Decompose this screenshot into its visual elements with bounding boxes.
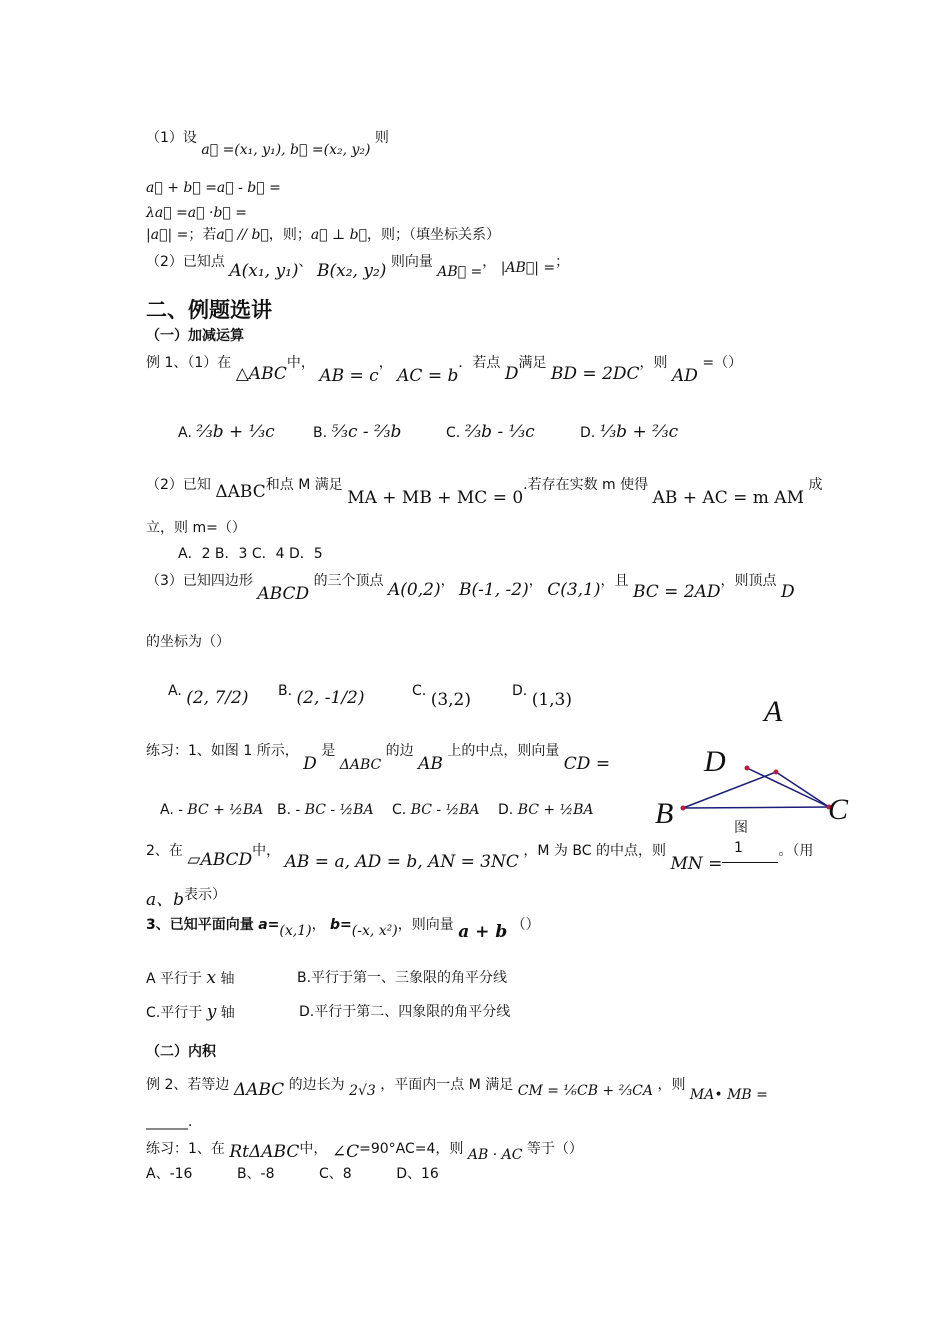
practice2-question: 练习：1、在 RtΔABC中， ∠C=90°AC=4，则 AB · AC 等于（）	[146, 1141, 583, 1163]
formula-scalar-dot: λa⃗ =a⃗ ·b⃗ =	[146, 205, 247, 221]
ex1-q2-options[interactable]: A．2 B．3 C．4 D．5	[178, 546, 323, 562]
practice1-option-a[interactable]: A. - BC + ½BA	[160, 802, 264, 818]
edge-ab	[683, 772, 776, 808]
practice1-question1: 练习：1、如图 1 所示， D 是 ΔABC 的边 AB 上的中点，则向量 CD =	[146, 743, 611, 774]
ex1-option-b[interactable]: B. ⁵⁄₃c - ⅔b	[313, 422, 402, 442]
ex1-q3-option-a[interactable]: A. (2, 7/2)	[168, 683, 249, 708]
point-d	[745, 766, 750, 771]
figure-triangle	[640, 695, 880, 860]
ex1-question3: （3）已知四边形 ABCD 的三个顶点 A(0,2)， B(-1, -2)， C(3,1)，且 BC = 2AD，则顶点 D	[146, 573, 795, 604]
line-set-vectors: （1）设 a⃗ =(x₁, y₁), b⃗ =(x₂, y₂) 则	[146, 130, 389, 158]
practice1-option-c[interactable]: C. BC - ½BA	[392, 802, 480, 818]
formula-sum-diff: a⃗ + b⃗ =a⃗ - b⃗ =	[146, 180, 281, 196]
figure-label-d: D	[704, 745, 726, 778]
heading-add-sub: （一）加减运算	[146, 328, 244, 344]
ex1-q3-option-c[interactable]: C. (3,2)	[412, 683, 471, 710]
edge-bc	[683, 807, 829, 808]
ex1-question2-cont: 立，则 m=（）	[146, 520, 246, 536]
practice1-question2: 2、在 ▱ABCD中， AB = a, AD = b, AN = 3NC ，M 为 BC 的中点，则 MN =。（用	[146, 843, 814, 874]
practice2-options[interactable]: A、-16 B、-8 C、8 D、16	[146, 1166, 439, 1182]
figure-caption: 图	[734, 820, 748, 836]
ex2-question: 例 2、若等边 ΔABC 的边长为 2√3 ，平面内一点 M 满足 CM = ⅙CB + ⅔CA ，则 MA• MB =	[146, 1077, 768, 1103]
practice1-q3-option-d[interactable]: D.平行于第二、四象限的角平分线	[299, 1004, 511, 1020]
point-b	[681, 806, 686, 811]
practice1-question3: 3、已知平面向量 a=(x,1)， b=(-x, x²)，则向量 a + b （）	[146, 917, 540, 942]
ex1-option-c[interactable]: C. ⅔b - ⅓c	[446, 422, 535, 442]
practice1-q3-option-c[interactable]: C.平行于 y 轴	[146, 1002, 235, 1022]
median-cd	[747, 768, 829, 807]
practice1-q3-option-a[interactable]: A 平行于 x 轴	[146, 968, 235, 988]
ex1-question3-cont: 的坐标为（）	[146, 634, 230, 650]
figure-caption-number: 1	[734, 840, 743, 856]
figure-label-a: A	[764, 695, 783, 728]
heading-inner-product: （二）内积	[146, 1044, 216, 1060]
edge-ac	[776, 772, 829, 807]
answer-blank[interactable]	[722, 862, 778, 863]
ex1-q3-option-b[interactable]: B. (2, -1/2)	[278, 683, 365, 708]
figure-label-b: B	[655, 797, 674, 830]
formula-vectors: a⃗ =(x₁, y₁), b⃗ =(x₂, y₂)	[201, 142, 371, 158]
ex1-q3-option-d[interactable]: D. (1,3)	[512, 683, 572, 710]
line-points-vector: （2）已知点 A(x₁, y₁)、 B(x₂, y₂) 则向量 AB⃗ =， |AB⃗| =；	[146, 254, 570, 281]
ex1-option-d[interactable]: D. ⅓b + ⅔c	[580, 422, 679, 442]
ex1-question1: 例 1、（1）在 △ABC中， AB = c， AC = b．若点 D满足 BD = 2DC，则 AD =（）	[146, 355, 743, 386]
ex2-answer-blank[interactable]: ______.	[146, 1114, 193, 1130]
practice1-q3-option-b[interactable]: B.平行于第一、三象限的角平分线	[297, 970, 508, 986]
figure-label-c: C	[828, 793, 849, 826]
heading-examples: 二、例题选讲	[146, 298, 272, 322]
line-parallel-perp: |a⃗| =；若a⃗ // b⃗，则；a⃗ ⊥ b⃗，则；（填坐标关系）	[146, 227, 501, 243]
practice1-option-b[interactable]: B. - BC - ½BA	[277, 802, 374, 818]
ex1-option-a[interactable]: A. ⅔b + ⅓c	[178, 422, 275, 442]
practice1-question2-cont: a、b表示）	[146, 887, 227, 910]
ex1-question2: （2）已知 ΔABC和点 M 满足 MA + MB + MC = 0.若存在实数 m 使得 AB + AC = m AM 成	[146, 477, 823, 508]
practice1-option-d[interactable]: D. BC + ½BA	[498, 802, 594, 818]
point-a	[774, 770, 779, 775]
